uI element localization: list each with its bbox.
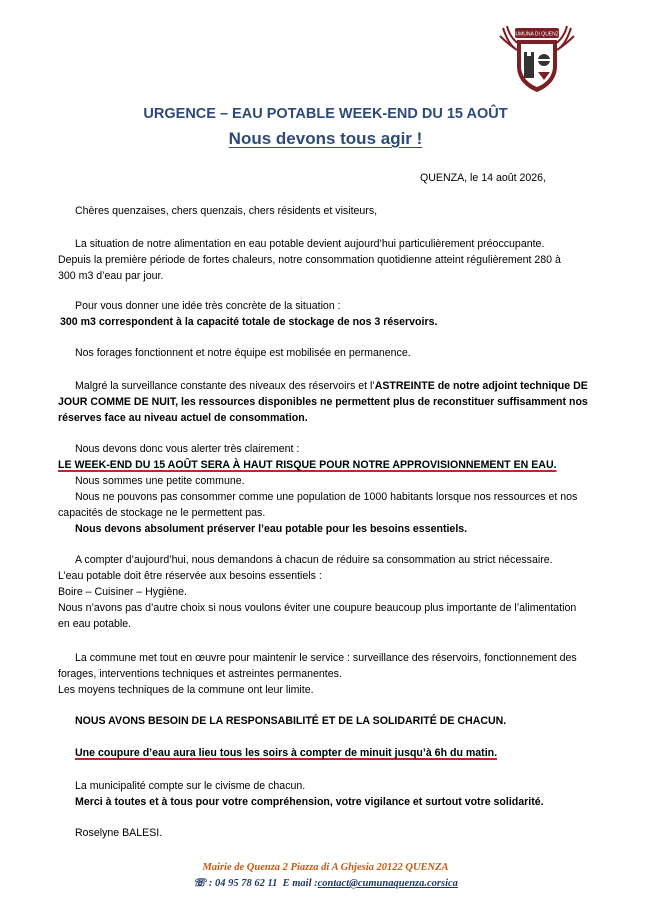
text-line: La municipalité compte sur le civisme de chacun. [75,780,306,792]
thanks-statement: Merci à toutes et à tous pour votre compréhension, votre vigilance et surtout votre solidarité. [75,796,544,808]
paragraph-alert [58,441,603,537]
capacity-statement: 300 m3 correspondent à la capacité totale de stockage de nos 3 réservoirs. [60,316,438,328]
greeting-text: Chères quenzaises, chers quenzais, chers résidents et visiteurs, [75,205,378,217]
text-line: capacités de stockage ne le permettent pas. [58,507,266,519]
text-line: 300 m3 d’eau par jour. [58,270,164,282]
footer-email-label: E mail : [282,878,318,889]
greeting [58,203,603,219]
paragraph-capacity [58,298,603,330]
text-line: JOUR COMME DE NUIT, les ressources disponibles ne permettent plus de reconstituer suffisamment nos [58,396,588,408]
text-line: forages, interventions techniques et astreintes permanentes. [58,668,342,680]
footer-address: Mairie de Quenza 2 Piazza di A Ghjesia 20122 QUENZA [202,862,449,873]
responsibility-statement: NOUS AVONS BESOIN DE LA RESPONSABILITÉ ET DE LA SOLIDARITÉ DE CHACUN. [75,715,507,727]
email-link[interactable]: contact@cumunaquenza.corsica [317,878,458,889]
text-line: Nous ne pouvons pas consommer comme une population de 1000 habitants lorsque nos ressources et nos [75,491,578,503]
text-line: Depuis la première période de fortes chaleurs, notre consommation quotidienne atteint régulièrement 280 à [58,254,561,266]
document-subtitle: Nous devons tous agir ! [228,129,423,148]
text-line: Boire – Cuisiner – Hygiène. [58,586,187,598]
paragraph-service [58,650,603,698]
footer-contact [0,877,651,889]
date-line: QUENZA, le 14 août 2026, [420,172,547,184]
text-line: La commune met tout en œuvre pour maintenir le service : surveillance des réservoirs, fonctionnement des [75,652,577,664]
municipal-crest-logo [497,20,577,96]
paragraph-situation [58,236,603,284]
text-line: La situation de notre alimentation en eau potable devient aujourd’hui particulièrement préoccupante. [75,238,545,250]
signature-name: Roselyne BALESI. [75,827,163,839]
paragraph-cut [58,745,603,761]
text-line: Nous devons donc vous alerter très clairement : [75,443,300,455]
water-cut-notice: Une coupure d’eau aura lieu tous les soirs à compter de minuit jusqu’à 6h du matin. [75,747,498,759]
text-line: A compter d’aujourd’hui, nous demandons à chacun de réduire sa consommation au strict nécessaire. [75,554,553,566]
text-line: réserves face au niveau actuel de consommation. [58,412,308,424]
text-line: en eau potable. [58,618,132,630]
paragraph-surveillance [58,378,603,426]
text-line: L’eau potable doit être réservée aux besoins essentiels : [58,570,322,582]
essential-statement: Nous devons absolument préserver l’eau potable pour les besoins essentiels. [75,523,468,535]
paragraph-reduce [58,552,603,632]
text-line: Malgré la surveillance constante des niveaux des réservoirs et l’ [75,380,375,392]
alert-statement: LE WEEK-END DU 15 AOÛT SERA À HAUT RISQUE POUR NOTRE APPROVISIONNEMENT EN EAU. [58,459,557,471]
document-title: URGENCE – EAU POTABLE WEEK-END DU 15 AOÛT [143,106,508,122]
astreinte-text: ASTREINTE de notre adjoint technique DE [374,380,588,392]
text-line: Nos forages fonctionnent et notre équipe est mobilisée en permanence. [75,347,411,359]
text-line: Nous sommes une petite commune. [75,475,245,487]
phone-icon: ☏ [193,878,207,889]
paragraph-responsibility [58,713,603,729]
signature [58,825,603,841]
text-line: Les moyens techniques de la commune ont leur limite. [58,684,314,696]
footer-phone: : 04 95 78 62 11 [208,878,278,889]
svg-text:CUMUNA DI QUENZA: CUMUNA DI QUENZA [511,31,563,38]
text-line: Nous n’avons pas d’autre choix si nous voulons éviter une coupure beaucoup plus importante de l’alimentation [58,602,577,614]
paragraph-thanks [58,778,603,810]
text-line: Pour vous donner une idée très concrète de la situation : [75,300,341,312]
paragraph-forages [58,345,603,361]
